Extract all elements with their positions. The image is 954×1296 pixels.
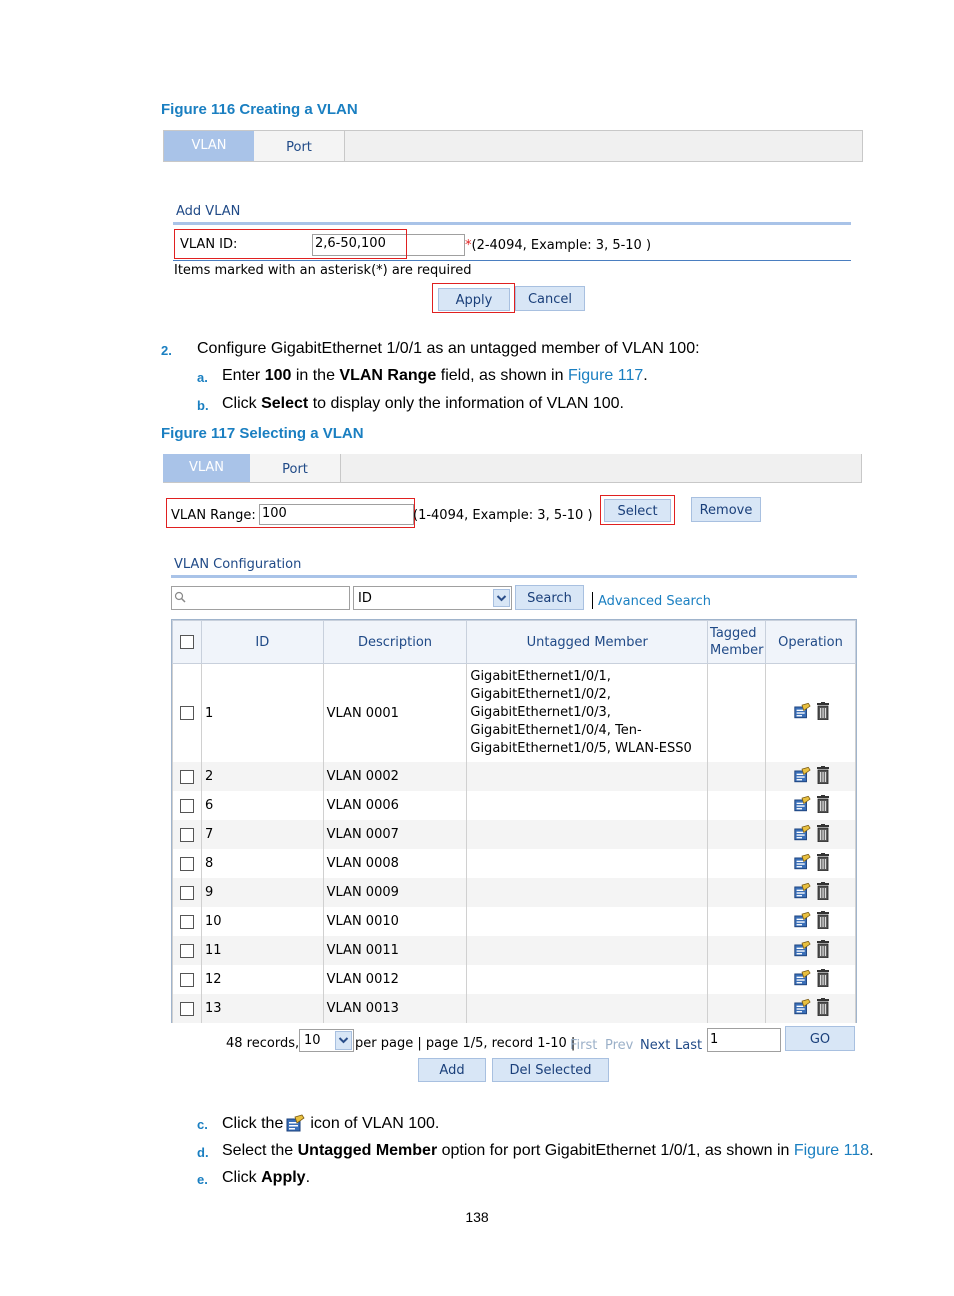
trash-icon[interactable] <box>817 969 829 991</box>
vlan-range-label: VLAN Range: <box>171 508 256 523</box>
row-tagged-member <box>708 965 766 994</box>
row-tagged-member <box>708 936 766 965</box>
search-separator <box>592 592 593 609</box>
row-untagged-member <box>467 994 708 1023</box>
step-d-text <box>222 1142 874 1160</box>
figure-116-caption: Figure 116 Creating a VLAN <box>161 101 358 118</box>
step-a-value: 100 <box>264 367 292 384</box>
step-a-field: VLAN Range <box>339 367 437 384</box>
select-all-header <box>173 621 202 664</box>
remove-button[interactable]: Remove <box>691 497 761 522</box>
pager-first: First <box>570 1038 598 1053</box>
vlan-range-hint: (1-4094, Example: 3, 5-10 ) <box>413 508 593 523</box>
row-select-cell <box>173 965 202 994</box>
edit-icon[interactable] <box>793 940 811 962</box>
row-tagged-member <box>708 762 766 791</box>
untagged-member-line: GigabitEthernet1/0/1, <box>470 669 611 684</box>
step-d-number: d. <box>197 1145 209 1160</box>
row-select-cell <box>173 664 202 763</box>
col-tagged-header[interactable] <box>708 621 766 664</box>
row-id: 1 <box>201 664 323 763</box>
table-row <box>173 664 856 763</box>
row-operation <box>766 791 856 820</box>
step-b-number: b. <box>197 398 209 413</box>
vlan-id-input[interactable]: 2,6-50,100 <box>312 234 465 256</box>
record-count: 48 records, <box>226 1036 300 1051</box>
select-button[interactable]: Select <box>604 499 671 522</box>
untagged-member-line: GigabitEthernet1/0/5, WLAN-ESS0 <box>470 741 692 756</box>
del-selected-button[interactable]: Del Selected <box>492 1058 609 1082</box>
row-operation <box>766 907 856 936</box>
row-id: 12 <box>201 965 323 994</box>
edit-icon[interactable] <box>793 998 811 1020</box>
step-d-pre: Select the <box>222 1142 298 1159</box>
table-row <box>173 762 856 791</box>
fig116-tab-bar <box>163 130 863 162</box>
untagged-member-line: GigabitEthernet1/0/4, Ten- <box>470 723 642 738</box>
trash-icon[interactable] <box>817 766 829 788</box>
vlan-range-highlight <box>166 498 415 528</box>
row-select-cell <box>173 878 202 907</box>
trash-icon[interactable] <box>817 882 829 904</box>
col-untagged-header[interactable]: Untagged Member <box>467 621 708 664</box>
step-e-text <box>222 1169 310 1187</box>
step-a-pre: Enter <box>222 367 265 384</box>
row-operation <box>766 849 856 878</box>
fig117-tab-bar <box>163 454 862 483</box>
table-row <box>173 791 856 820</box>
trash-icon[interactable] <box>817 795 829 817</box>
table-row <box>173 936 856 965</box>
row-select-cell <box>173 762 202 791</box>
row-untagged-member <box>467 791 708 820</box>
add-vlan-bottom-line <box>173 260 851 261</box>
search-field-value: ID <box>358 591 372 606</box>
step-d-end: . <box>869 1142 874 1159</box>
per-page-value: 10 <box>304 1033 321 1048</box>
edit-icon[interactable] <box>793 766 811 788</box>
row-id: 10 <box>201 907 323 936</box>
figure-117-caption: Figure 117 Selecting a VLAN <box>161 425 364 442</box>
step-b-text <box>222 395 624 413</box>
col-id-header[interactable]: ID <box>201 621 323 664</box>
row-tagged-member <box>708 820 766 849</box>
per-page-chevron-down-icon[interactable] <box>335 1031 352 1050</box>
col-tagged-header-text: Tagged Member <box>710 626 764 658</box>
add-button[interactable]: Add <box>418 1058 486 1082</box>
row-operation <box>766 994 856 1023</box>
row-checkbox[interactable] <box>180 706 194 720</box>
row-checkbox[interactable] <box>180 1002 194 1016</box>
go-button[interactable]: GO <box>785 1026 855 1051</box>
row-id: 6 <box>201 791 323 820</box>
edit-icon[interactable] <box>793 882 811 904</box>
vlan-range-input[interactable]: 100 <box>259 504 414 525</box>
row-operation <box>766 664 856 763</box>
step-a-end: . <box>643 367 648 384</box>
step-d-post: option for port GigabitEthernet 1/0/1, as shown in <box>437 1142 794 1159</box>
row-operation <box>766 820 856 849</box>
trash-icon[interactable] <box>817 911 829 933</box>
step-d-option: Untagged Member <box>297 1142 438 1159</box>
trash-icon[interactable] <box>817 702 829 724</box>
cancel-button[interactable]: Cancel <box>515 286 585 311</box>
row-description: VLAN 0009 <box>323 878 467 907</box>
row-tagged-member <box>708 878 766 907</box>
step-e-pre: Click <box>222 1169 262 1186</box>
row-untagged-member <box>467 664 708 763</box>
row-id: 13 <box>201 994 323 1023</box>
per-page-select[interactable] <box>299 1029 354 1052</box>
step-e-apply: Apply <box>261 1169 306 1186</box>
edit-icon[interactable] <box>793 824 811 846</box>
step-a-post: field, as shown in <box>436 367 568 384</box>
fig116-tab-port[interactable]: Port <box>254 131 345 161</box>
row-checkbox[interactable] <box>180 828 194 842</box>
row-select-cell <box>173 907 202 936</box>
goto-page-input[interactable]: 1 <box>707 1028 781 1052</box>
row-select-cell <box>173 791 202 820</box>
row-operation <box>766 762 856 791</box>
row-id: 7 <box>201 820 323 849</box>
row-untagged-member <box>467 878 708 907</box>
table-row <box>173 994 856 1023</box>
row-id: 9 <box>201 878 323 907</box>
row-select-cell <box>173 994 202 1023</box>
step-2-number: 2. <box>161 343 172 358</box>
row-checkbox[interactable] <box>180 857 194 871</box>
vlan-id-label: VLAN ID: <box>180 237 238 252</box>
row-untagged-member <box>467 762 708 791</box>
untagged-member-line: GigabitEthernet1/0/2, <box>470 687 611 702</box>
fig117-tab-vlan[interactable]: VLAN <box>163 454 250 482</box>
step-b-post: to display only the information of VLAN 100. <box>308 395 624 412</box>
row-tagged-member <box>708 791 766 820</box>
step-e-end: . <box>305 1169 311 1186</box>
trash-icon[interactable] <box>817 853 829 875</box>
row-id: 2 <box>201 762 323 791</box>
step-c-number: c. <box>197 1117 208 1132</box>
chevron-down-icon[interactable] <box>493 589 510 607</box>
table-row <box>173 820 856 849</box>
row-operation <box>766 878 856 907</box>
magnifier-icon <box>174 591 186 603</box>
vlan-id-highlight <box>174 229 407 259</box>
step-2-text: Configure GigabitEthernet 1/0/1 as an untagged member of VLAN 100: <box>197 340 700 357</box>
vlan-config-divider <box>171 575 857 578</box>
row-select-cell <box>173 936 202 965</box>
apply-highlight <box>432 283 515 313</box>
row-untagged-member <box>467 907 708 936</box>
pager-prev: Prev <box>605 1038 634 1053</box>
pager-last[interactable]: Last <box>675 1038 703 1053</box>
row-untagged-member <box>467 849 708 878</box>
row-tagged-member <box>708 849 766 878</box>
figure-117-link[interactable]: Figure 117 <box>567 367 644 384</box>
search-button[interactable]: Search <box>515 585 584 610</box>
row-id: 8 <box>201 849 323 878</box>
table-row <box>173 878 856 907</box>
step-c-text <box>222 1114 439 1133</box>
apply-button[interactable]: Apply <box>438 288 510 311</box>
row-tagged-member <box>708 994 766 1023</box>
row-description: VLAN 0002 <box>323 762 467 791</box>
row-checkbox[interactable] <box>180 973 194 987</box>
row-checkbox[interactable] <box>180 944 194 958</box>
row-description: VLAN 0010 <box>323 907 467 936</box>
trash-icon[interactable] <box>817 998 829 1020</box>
step-a-mid: in the <box>291 367 340 384</box>
row-operation <box>766 965 856 994</box>
row-tagged-member <box>708 664 766 763</box>
edit-icon[interactable] <box>793 853 811 875</box>
edit-icon[interactable] <box>793 702 811 724</box>
add-vlan-title: Add VLAN <box>176 204 241 219</box>
figure-118-link[interactable]: Figure 118 <box>793 1142 870 1159</box>
step-e-number: e. <box>197 1172 208 1187</box>
row-untagged-member <box>467 965 708 994</box>
edit-icon[interactable] <box>793 969 811 991</box>
required-asterisk: * <box>465 238 472 253</box>
required-note: Items marked with an asterisk(*) are required <box>174 263 472 278</box>
vlan-id-hint <box>465 238 651 253</box>
row-description: VLAN 0013 <box>323 994 467 1023</box>
trash-icon[interactable] <box>817 940 829 962</box>
row-description: VLAN 0006 <box>323 791 467 820</box>
add-vlan-divider <box>173 222 851 225</box>
col-operation-header: Operation <box>766 621 856 664</box>
row-tagged-member <box>708 907 766 936</box>
col-description-header[interactable]: Description <box>323 621 467 664</box>
row-description: VLAN 0007 <box>323 820 467 849</box>
row-untagged-member <box>467 936 708 965</box>
row-checkbox[interactable] <box>180 799 194 813</box>
edit-icon[interactable] <box>793 795 811 817</box>
pager-info: per page | page 1/5, record 1-10 | <box>355 1036 576 1051</box>
vlan-config-title: VLAN Configuration <box>174 557 302 572</box>
step-c-pre: Click the <box>222 1114 284 1132</box>
row-checkbox[interactable] <box>180 886 194 900</box>
trash-icon[interactable] <box>817 824 829 846</box>
advanced-search-link[interactable]: Advanced Search <box>598 594 712 609</box>
row-description: VLAN 0012 <box>323 965 467 994</box>
select-highlight <box>600 495 675 525</box>
fig117-tab-port[interactable]: Port <box>250 454 341 482</box>
pager-next[interactable]: Next <box>640 1038 671 1053</box>
row-description: VLAN 0011 <box>323 936 467 965</box>
step-a-text <box>222 367 648 385</box>
row-untagged-member <box>467 820 708 849</box>
table-row <box>173 965 856 994</box>
row-checkbox[interactable] <box>180 770 194 784</box>
step-b-pre: Click <box>222 395 262 412</box>
quick-search-input[interactable] <box>171 586 350 610</box>
edit-icon <box>285 1114 305 1133</box>
table-row <box>173 907 856 936</box>
row-id: 11 <box>201 936 323 965</box>
page-number: 138 <box>465 1209 489 1225</box>
row-select-cell <box>173 849 202 878</box>
row-description: VLAN 0001 <box>323 664 467 763</box>
row-operation <box>766 936 856 965</box>
row-select-cell <box>173 820 202 849</box>
vlan-table <box>172 620 856 1023</box>
step-a-number: a. <box>197 370 208 385</box>
table-row <box>173 849 856 878</box>
fig116-tab-vlan[interactable]: VLAN <box>164 131 254 161</box>
step-b-select: Select <box>261 395 309 412</box>
step-c-post: icon of VLAN 100. <box>310 1114 440 1132</box>
untagged-member-line: GigabitEthernet1/0/3, <box>470 705 611 720</box>
edit-icon[interactable] <box>793 911 811 933</box>
row-description: VLAN 0008 <box>323 849 467 878</box>
row-checkbox[interactable] <box>180 915 194 929</box>
vlan-id-hint-text: (2-4094, Example: 3, 5-10 ) <box>471 238 652 253</box>
table-header-row <box>173 621 856 664</box>
search-field-select[interactable] <box>353 586 512 610</box>
select-all-checkbox[interactable] <box>180 635 194 649</box>
